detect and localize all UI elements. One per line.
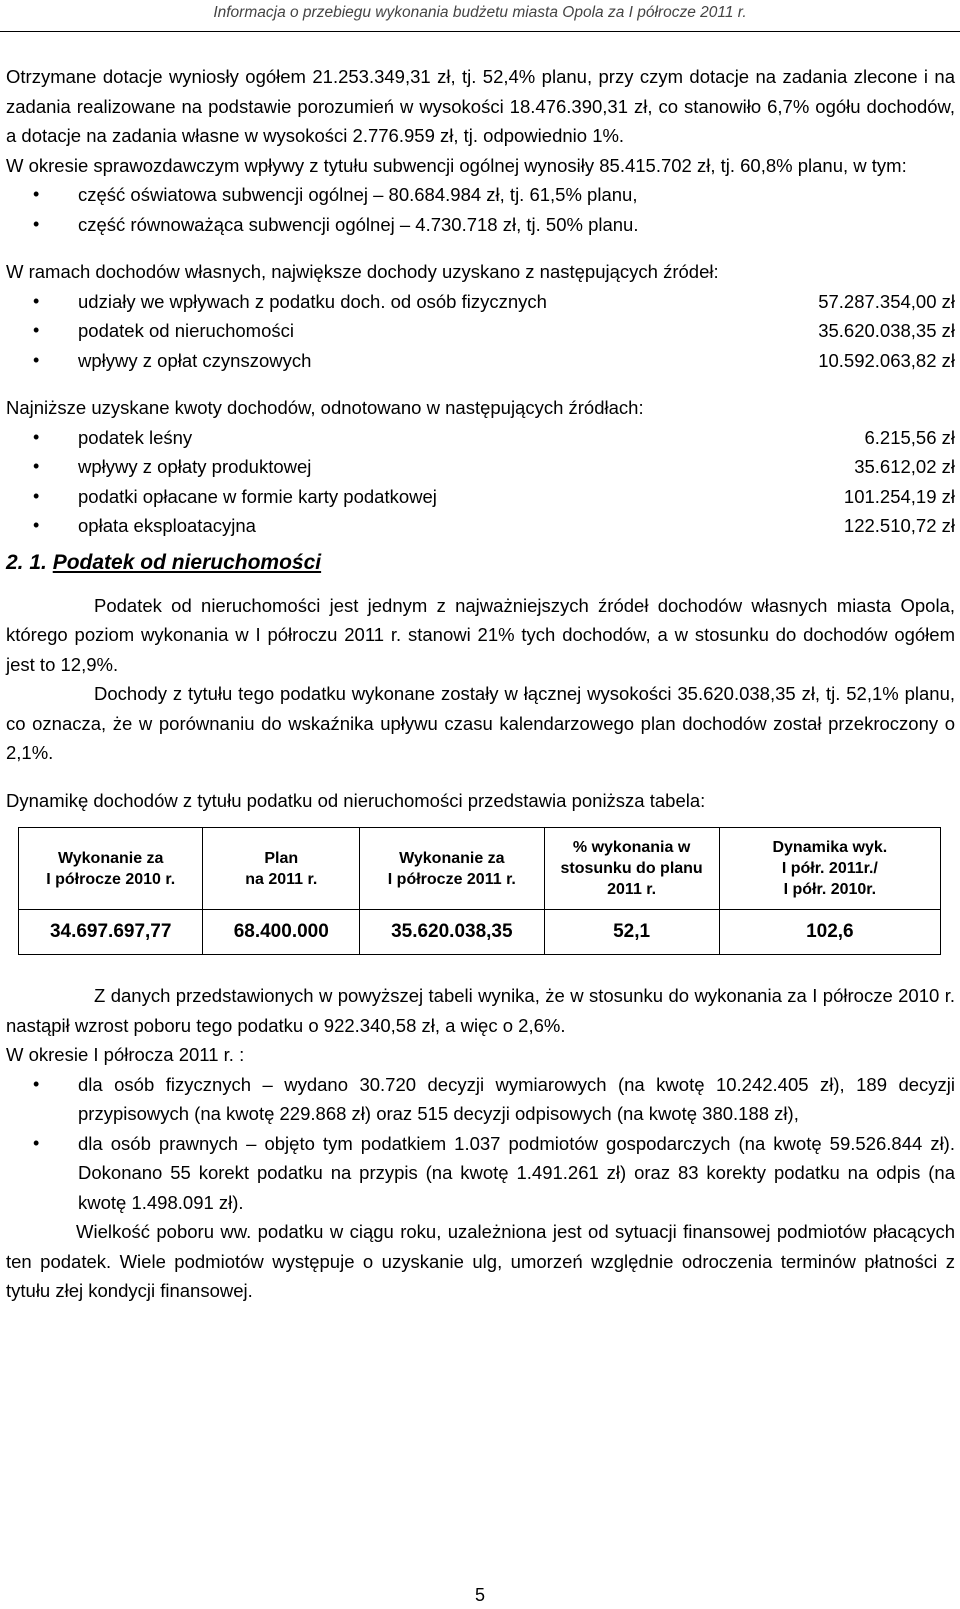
table-row [19,910,941,955]
table-header-cell [360,828,544,910]
source-label: • opłata eksploatacyjna [78,515,256,536]
header-line: I półrocze 2010 r. [46,870,176,888]
header-line: Wykonanie za [399,849,505,867]
source-amount: 35.620.038,35 zł [818,320,955,341]
source-label: • podatek leśny [78,426,193,448]
source-label: • wpływy z opłaty produktowej [78,456,312,477]
source-label: • wpływy z opłat czynszowych [78,349,312,371]
table-cell: 34.697.697,77 [19,910,203,955]
conclusion-paragraph: Z danych przedstawionych w powyższej tabeli wynika, że w stosunku do wykonania za I półrocze 2010 r. nastąpił wzrost poboru tego podatku o 922.340,58 zł, a więc o 2,6%. [6,985,955,1036]
table-cell: 102,6 [719,910,940,955]
list-item: • dla osób fizycznych – wydano 30.720 decyzji wymiarowych (na kwotę 10.242.405 zł), 189 decyzji przypisowych (na kwotę 229.868 zł) oraz 515 decyzji odpisowych (na kwotę 380.188 zł), [6,1070,955,1129]
table-cell: 52,1 [544,910,719,955]
table-header-cell [719,828,940,910]
header-line: I półr. 2011r./ [781,860,878,877]
largest-sources-lead: W ramach dochodów własnych, największe dochody uzyskano z następujących źródeł: [6,261,719,282]
header-line: 2011 r. [607,881,657,898]
section-number: 2. 1. [6,550,47,574]
largest-sources-list [6,287,955,376]
list-item [6,452,955,482]
list-item [6,316,955,346]
decisions-list [6,1070,955,1218]
list-item [6,511,955,541]
source-amount: 101.254,19 zł [843,485,955,507]
section-title: Podatek od nieruchomości [52,550,322,574]
running-header: Informacja o przebiegu wykonania budżetu miasta Opola za I półrocze 2011 r. [213,4,747,21]
list-item [6,482,955,512]
source-label: • podatek od nieruchomości [78,320,294,341]
list-item [6,287,955,317]
source-label: • podatki opłacane w formie karty podatkowej [78,485,437,507]
collection-paragraph: Wielkość poboru ww. podatku w ciągu roku, uzależniona jest od sytuacji finansowej podmiotów płacących ten podatek. Wiele podmiotów występuje o uzyskanie ulg, umorzeń względnie odroczenia terminów płatności z tytułu złej kondycji finansowej. [6,1221,955,1301]
page-number: 5 [474,1585,485,1605]
list-item: • dla osób prawnych – objęto tym podatkiem 1.037 podmiotów gospodarczych (na kwotę 59.526.844 zł). Dokonano 55 korekt podatku na przypis (na kwotę 1.491.261 zł) oraz 83 korekty podatku na odpis (na kwotę 1.498.091 zł). [6,1129,955,1218]
list-item: • część oświatowa subwencji ogólnej – 80.684.984 zł, tj. 61,5% planu, [6,180,955,210]
table-header-cell [203,828,360,910]
header-line: I półr. 2010r. [783,881,877,898]
dynamics-table [18,827,941,955]
header-line: na 2011 r. [245,870,318,888]
table-header-row [19,828,941,910]
list-item: • część równoważąca subwencji ogólnej – 4.730.718 zł, tj. 50% planu. [6,210,955,240]
lowest-sources-lead: Najniższe uzyskane kwoty dochodów, odnotowano w następujących źródłach: [6,397,644,418]
header-line: Wykonanie za [57,849,164,867]
list-item [6,423,955,453]
table-lead: Dynamikę dochodów z tytułu podatku od nieruchomości przedstawia poniższa tabela: [6,789,706,811]
header-line: I półrocze 2011 r. [387,870,516,888]
header-line: stosunku do planu [560,860,703,877]
source-label: • udziały we wpływach z podatku doch. od osób fizycznych [78,290,547,312]
period-lead: W okresie I półrocza 2011 r. : [6,1044,245,1065]
header-line: Plan [264,849,299,867]
source-amount: 122.510,72 zł [843,515,955,536]
header-rule [0,31,960,32]
header-line: Dynamika wyk. [772,839,888,856]
source-amount: 6.215,56 zł [864,426,955,448]
subwencja-list [6,180,955,239]
table-cell: 68.400.000 [203,910,360,955]
table-cell: 35.620.038,35 [360,910,544,955]
table-header-cell [19,828,203,910]
table-header-cell [544,828,719,910]
source-amount: 10.592.063,82 zł [818,349,955,371]
section-paragraph-1: Podatek od nieruchomości jest jednym z najważniejszych źródeł dochodów własnych miasta Opola, którego poziom wykonania w I półroczu 2011 r. stanowi 21% tych dochodów, a w stosunku do dochodów ogółem jest to 12,9%. [6,594,955,675]
document-body [6,62,955,1306]
source-amount: 35.612,02 zł [854,456,955,477]
source-amount: 57.287.354,00 zł [818,290,955,312]
list-item [6,346,955,376]
dotacje-paragraph: Otrzymane dotacje wyniosły ogółem 21.253.349,31 zł, tj. 52,4% planu, przy czym dotacje na zadania zlecone i na zadania realizowane na podstawie porozumień w wysokości 18.476.390,31 zł, co stanowiło 6,7% ogółu dochodów, a dotacje na zadania własne w wysokości 2.776.959 zł, tj. odpowiednio 1%. [6,66,955,146]
subwencja-paragraph: W okresie sprawozdawczym wpływy z tytułu subwencji ogólnej wynosiły 85.415.702 zł, tj. 60,8% planu, w tym: [6,154,907,176]
section-paragraph-2: Dochody z tytułu tego podatku wykonane zostały w łącznej wysokości 35.620.038,35 zł, tj. 52,1% planu, co oznacza, że w porównaniu do wskaźnika upływu czasu kalendarzowego plan dochodów został przekroczony o 2,1%. [6,683,955,763]
section-heading [6,547,955,579]
lowest-sources-list [6,423,955,541]
header-line: % wykonania w [572,839,691,856]
